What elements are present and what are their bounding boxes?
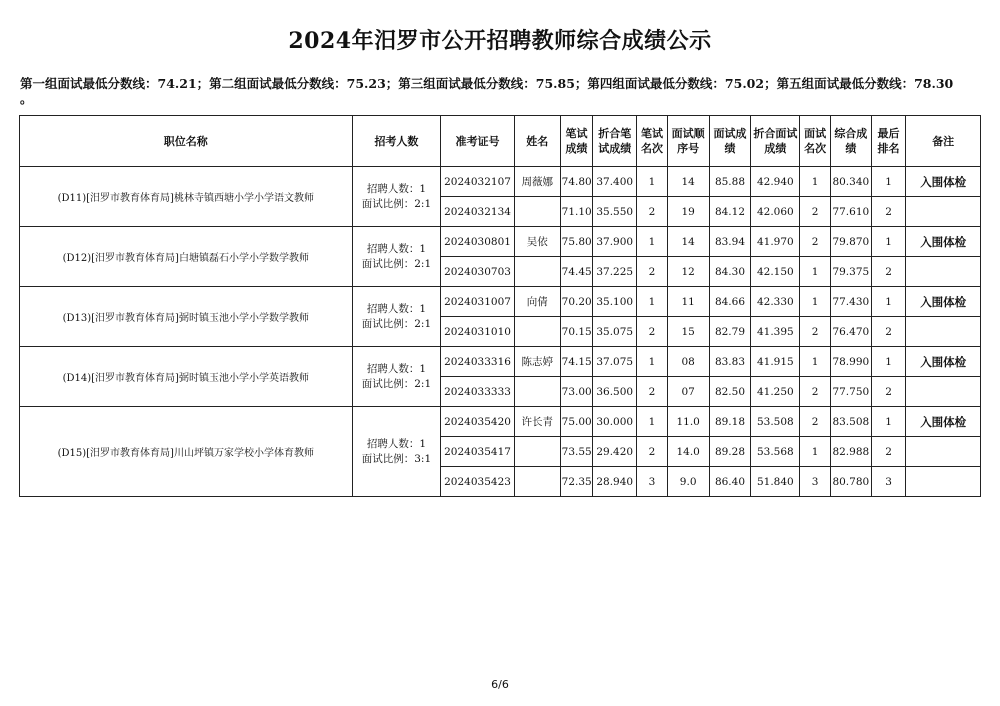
- final-rank-cell: 1: [871, 227, 906, 257]
- interview-score-cell: 89.28: [709, 437, 751, 467]
- table-row: [20, 287, 981, 317]
- interview-order-cell: 15: [667, 317, 709, 347]
- cutoff-scores-notice-end: 。: [20, 91, 33, 106]
- total-score-cell: 77.750: [830, 377, 871, 407]
- note-cell: [906, 377, 981, 407]
- plan-cell: [352, 167, 441, 227]
- note-cell: [906, 257, 981, 287]
- note-cell: 入围体检: [906, 407, 981, 437]
- final-rank-cell: 2: [871, 377, 906, 407]
- interview-order-cell: 9.0: [667, 467, 709, 497]
- written-converted-cell: 35.100: [593, 287, 637, 317]
- final-rank-cell: 2: [871, 317, 906, 347]
- header-written-converted: 折合笔试成绩: [593, 116, 637, 167]
- plan-ratio: 面试比例：2:1: [361, 257, 432, 270]
- total-score-cell: 79.870: [830, 227, 871, 257]
- interview-rank-cell: 2: [800, 407, 831, 437]
- written-score-cell: 71.10: [560, 197, 593, 227]
- plan-ratio: 面试比例：2:1: [361, 377, 432, 390]
- written-score-cell: 70.15: [560, 317, 593, 347]
- interview-order-cell: 11: [667, 287, 709, 317]
- header-ticket: 准考证号: [441, 116, 514, 167]
- written-converted-cell: 37.900: [593, 227, 637, 257]
- written-converted-cell: 29.420: [593, 437, 637, 467]
- interview-converted-cell: 41.915: [751, 347, 800, 377]
- ticket-cell: 2024032107: [441, 167, 514, 197]
- written-rank-cell: 2: [637, 437, 668, 467]
- header-interview-rank: 面试名次: [800, 116, 831, 167]
- written-rank-cell: 1: [637, 347, 668, 377]
- written-rank-cell: 2: [637, 257, 668, 287]
- written-score-cell: 75.80: [560, 227, 593, 257]
- ticket-cell: 2024035420: [441, 407, 514, 437]
- note-cell: [906, 197, 981, 227]
- ticket-cell: 2024030801: [441, 227, 514, 257]
- cutoff-scores-notice: 第一组面试最低分数线：74.21；第二组面试最低分数线：75.23；第三组面试最低分数线：75.85；第四组面试最低分数线：75.02；第五组面试最低分数线：78.30: [20, 76, 954, 91]
- name-cell: [514, 317, 560, 347]
- final-rank-cell: 2: [871, 437, 906, 467]
- position-cell: (D15)[汨罗市教育体育局]川山坪镇万家学校小学体育教师: [20, 407, 353, 497]
- ticket-cell: 2024033316: [441, 347, 514, 377]
- written-rank-cell: 2: [637, 377, 668, 407]
- plan-cell: [352, 347, 441, 407]
- note-cell: [906, 317, 981, 347]
- written-score-cell: 73.55: [560, 437, 593, 467]
- interview-rank-cell: 2: [800, 377, 831, 407]
- written-rank-cell: 2: [637, 197, 668, 227]
- plan-ratio: 面试比例：2:1: [361, 197, 432, 210]
- plan-cell: [352, 287, 441, 347]
- ticket-cell: 2024031010: [441, 317, 514, 347]
- interview-converted-cell: 42.940: [751, 167, 800, 197]
- interview-score-cell: 82.50: [709, 377, 751, 407]
- written-converted-cell: 28.940: [593, 467, 637, 497]
- interview-rank-cell: 1: [800, 347, 831, 377]
- interview-order-cell: 14.0: [667, 437, 709, 467]
- written-converted-cell: 35.075: [593, 317, 637, 347]
- written-rank-cell: 1: [637, 227, 668, 257]
- plan-cell: [352, 407, 441, 497]
- header-final-rank: 最后排名: [871, 116, 906, 167]
- position-cell: (D12)[汨罗市教育体育局]白塘镇磊石小学小学数学教师: [20, 227, 353, 287]
- header-note: 备注: [906, 116, 981, 167]
- interview-converted-cell: 42.150: [751, 257, 800, 287]
- note-cell: [906, 467, 981, 497]
- total-score-cell: 76.470: [830, 317, 871, 347]
- interview-score-cell: 84.12: [709, 197, 751, 227]
- written-converted-cell: 36.500: [593, 377, 637, 407]
- ticket-cell: 2024035417: [441, 437, 514, 467]
- written-score-cell: 72.35: [560, 467, 593, 497]
- ticket-cell: 2024033333: [441, 377, 514, 407]
- table-header-row: [20, 116, 981, 167]
- interview-rank-cell: 3: [800, 467, 831, 497]
- interview-order-cell: 08: [667, 347, 709, 377]
- total-score-cell: 77.610: [830, 197, 871, 227]
- interview-score-cell: 84.66: [709, 287, 751, 317]
- note-cell: 入围体检: [906, 347, 981, 377]
- name-cell: 吴依: [514, 227, 560, 257]
- position-cell: (D11)[汨罗市教育体育局]桃林寺镇西塘小学小学语文教师: [20, 167, 353, 227]
- interview-rank-cell: 1: [800, 167, 831, 197]
- header-written-rank: 笔试名次: [637, 116, 668, 167]
- written-rank-cell: 1: [637, 287, 668, 317]
- interview-score-cell: 85.88: [709, 167, 751, 197]
- plan-ratio: 面试比例：2:1: [361, 317, 432, 330]
- ticket-cell: 2024030703: [441, 257, 514, 287]
- total-score-cell: 78.990: [830, 347, 871, 377]
- plan-count: 招聘人数：1: [366, 242, 427, 255]
- name-cell: [514, 467, 560, 497]
- results-table: [19, 115, 981, 497]
- final-rank-cell: 1: [871, 407, 906, 437]
- name-cell: [514, 437, 560, 467]
- written-score-cell: 74.45: [560, 257, 593, 287]
- name-cell: 许长青: [514, 407, 560, 437]
- interview-converted-cell: 53.568: [751, 437, 800, 467]
- position-cell: (D14)[汨罗市教育体育局]弼时镇玉池小学小学英语教师: [20, 347, 353, 407]
- written-rank-cell: 1: [637, 167, 668, 197]
- ticket-cell: 2024032134: [441, 197, 514, 227]
- interview-order-cell: 12: [667, 257, 709, 287]
- name-cell: 向倩: [514, 287, 560, 317]
- plan-count: 招聘人数：1: [366, 302, 427, 315]
- final-rank-cell: 1: [871, 287, 906, 317]
- total-score-cell: 82.988: [830, 437, 871, 467]
- plan-ratio: 面试比例：3:1: [361, 452, 432, 465]
- written-score-cell: 74.80: [560, 167, 593, 197]
- name-cell: 陈志婷: [514, 347, 560, 377]
- note-cell: 入围体检: [906, 287, 981, 317]
- final-rank-cell: 2: [871, 257, 906, 287]
- interview-converted-cell: 41.970: [751, 227, 800, 257]
- interview-score-cell: 83.83: [709, 347, 751, 377]
- header-total: 综合成绩: [830, 116, 871, 167]
- interview-score-cell: 86.40: [709, 467, 751, 497]
- final-rank-cell: 1: [871, 167, 906, 197]
- written-converted-cell: 37.075: [593, 347, 637, 377]
- interview-converted-cell: 42.330: [751, 287, 800, 317]
- written-rank-cell: 3: [637, 467, 668, 497]
- header-name: 姓名: [514, 116, 560, 167]
- table-row: [20, 167, 981, 197]
- written-converted-cell: 37.400: [593, 167, 637, 197]
- name-cell: [514, 377, 560, 407]
- note-cell: 入围体检: [906, 227, 981, 257]
- interview-rank-cell: 1: [800, 257, 831, 287]
- interview-rank-cell: 2: [800, 317, 831, 347]
- interview-rank-cell: 1: [800, 287, 831, 317]
- written-converted-cell: 35.550: [593, 197, 637, 227]
- interview-order-cell: 14: [667, 227, 709, 257]
- total-score-cell: 77.430: [830, 287, 871, 317]
- plan-count: 招聘人数：1: [366, 437, 427, 450]
- table-row: [20, 227, 981, 257]
- header-position: 职位名称: [20, 116, 353, 167]
- interview-order-cell: 19: [667, 197, 709, 227]
- final-rank-cell: 1: [871, 347, 906, 377]
- interview-order-cell: 14: [667, 167, 709, 197]
- written-rank-cell: 2: [637, 317, 668, 347]
- written-rank-cell: 1: [637, 407, 668, 437]
- interview-rank-cell: 2: [800, 227, 831, 257]
- interview-order-cell: 07: [667, 377, 709, 407]
- interview-score-cell: 89.18: [709, 407, 751, 437]
- interview-score-cell: 84.30: [709, 257, 751, 287]
- interview-converted-cell: 41.395: [751, 317, 800, 347]
- interview-score-cell: 83.94: [709, 227, 751, 257]
- page-title: 2024年汨罗市公开招聘教师综合成绩公示: [288, 28, 712, 54]
- written-score-cell: 70.20: [560, 287, 593, 317]
- final-rank-cell: 2: [871, 197, 906, 227]
- page-number: 6/6: [491, 678, 509, 691]
- interview-converted-cell: 41.250: [751, 377, 800, 407]
- written-score-cell: 74.15: [560, 347, 593, 377]
- table-row: [20, 407, 981, 437]
- interview-score-cell: 82.79: [709, 317, 751, 347]
- written-converted-cell: 37.225: [593, 257, 637, 287]
- table-row: [20, 347, 981, 377]
- header-plan: 招考人数: [352, 116, 441, 167]
- name-cell: [514, 257, 560, 287]
- interview-converted-cell: 51.840: [751, 467, 800, 497]
- interview-rank-cell: 2: [800, 197, 831, 227]
- ticket-cell: 2024031007: [441, 287, 514, 317]
- interview-rank-cell: 1: [800, 437, 831, 467]
- plan-count: 招聘人数：1: [366, 182, 427, 195]
- total-score-cell: 83.508: [830, 407, 871, 437]
- header-interview-converted: 折合面试成绩: [751, 116, 800, 167]
- interview-converted-cell: 42.060: [751, 197, 800, 227]
- total-score-cell: 80.780: [830, 467, 871, 497]
- ticket-cell: 2024035423: [441, 467, 514, 497]
- written-score-cell: 75.00: [560, 407, 593, 437]
- total-score-cell: 79.375: [830, 257, 871, 287]
- interview-converted-cell: 53.508: [751, 407, 800, 437]
- name-cell: [514, 197, 560, 227]
- note-cell: 入围体检: [906, 167, 981, 197]
- written-converted-cell: 30.000: [593, 407, 637, 437]
- plan-cell: [352, 227, 441, 287]
- header-interview-order: 面试顺序号: [667, 116, 709, 167]
- total-score-cell: 80.340: [830, 167, 871, 197]
- position-cell: (D13)[汨罗市教育体育局]弼时镇玉池小学小学数学教师: [20, 287, 353, 347]
- note-cell: [906, 437, 981, 467]
- name-cell: 周薇娜: [514, 167, 560, 197]
- final-rank-cell: 3: [871, 467, 906, 497]
- header-written-score: 笔试成绩: [560, 116, 593, 167]
- written-score-cell: 73.00: [560, 377, 593, 407]
- interview-order-cell: 11.0: [667, 407, 709, 437]
- header-interview-score: 面试成绩: [709, 116, 751, 167]
- plan-count: 招聘人数：1: [366, 362, 427, 375]
